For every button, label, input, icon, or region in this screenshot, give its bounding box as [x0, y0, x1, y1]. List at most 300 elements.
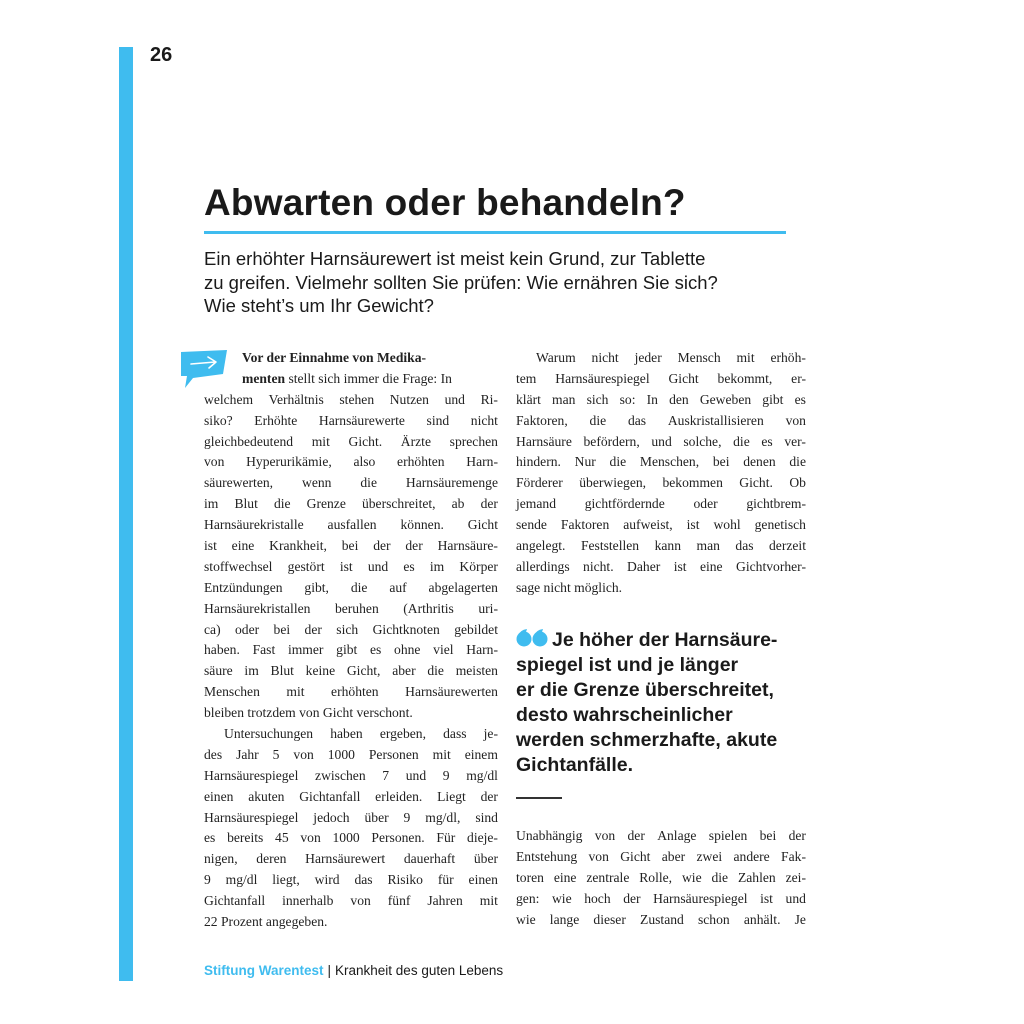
word: Harnsäurewert — [305, 851, 386, 867]
word: einen — [468, 872, 498, 888]
word: Nutzen — [389, 391, 429, 407]
quote-line: desto wahrscheinlicher — [516, 704, 733, 726]
word: viel — [433, 642, 454, 658]
word: Feststellen — [580, 538, 640, 554]
footer-separator: | — [327, 963, 332, 978]
word: wie — [551, 890, 572, 906]
word: gichtbrem- — [746, 496, 806, 512]
word: Je — [794, 911, 806, 927]
word: aufweist, — [623, 517, 673, 533]
pull-quote — [516, 628, 816, 778]
word: wie — [681, 869, 702, 885]
word: es — [794, 391, 806, 407]
article-lead — [204, 247, 804, 318]
word: und — [444, 391, 465, 407]
text-line — [204, 724, 498, 745]
text-line — [516, 847, 806, 868]
word: Harn- — [466, 642, 498, 658]
quote-line: werden schmerzhafte, akute — [516, 729, 778, 751]
word: Gicht, — [346, 663, 381, 679]
word: Blut — [270, 663, 294, 679]
word: sich — [336, 621, 359, 637]
word: 1000 — [327, 746, 355, 762]
word: gibt — [336, 642, 358, 658]
word: Risiko — [387, 872, 423, 888]
word: der — [304, 621, 322, 637]
word: aber — [392, 663, 416, 679]
text-line — [516, 473, 806, 494]
word: mit — [432, 746, 451, 762]
word: also — [353, 454, 376, 470]
word: die — [733, 433, 750, 449]
word: meisten — [455, 663, 498, 679]
word: Faktoren — [560, 517, 610, 533]
word: denen — [743, 454, 776, 470]
word: es — [403, 558, 415, 574]
word: 7 — [382, 767, 390, 783]
word: ist — [686, 517, 700, 533]
word: Ärzte — [400, 433, 431, 449]
word: gebildet — [454, 621, 498, 637]
word: die — [589, 412, 607, 428]
word: Untersuchungen — [224, 726, 314, 742]
word: derzeit — [769, 538, 806, 554]
word: so: — [619, 391, 636, 407]
text-line — [204, 828, 498, 849]
word: säure — [204, 663, 233, 679]
word: ergeben, — [379, 726, 426, 742]
word: des — [204, 746, 223, 762]
word: und — [785, 890, 806, 906]
word: ist — [204, 538, 217, 554]
text-line — [204, 620, 498, 641]
word: jemand — [516, 496, 557, 512]
word: mg/dl, — [425, 809, 461, 825]
text-line — [516, 910, 806, 931]
text-line — [516, 452, 806, 473]
word: mit — [479, 893, 498, 909]
word: Gicht. — [739, 475, 773, 491]
lead-line: zu greifen. Vielmehr sollten Sie prüfen: Wie ernähren Sie sich? — [204, 271, 718, 293]
text-line — [516, 369, 806, 390]
word: solche, — [683, 433, 722, 449]
text-line — [204, 536, 498, 557]
word: den — [669, 391, 689, 407]
text-line: bleiben trotzdem von Gicht verschont. — [204, 705, 413, 721]
footer-brand: Stiftung Warentest — [204, 963, 324, 978]
word: sich — [586, 391, 609, 407]
word: eine — [231, 538, 255, 554]
word: Harnsäurewerte — [318, 412, 405, 428]
word: von — [300, 830, 321, 846]
title-underline — [204, 231, 786, 234]
word: ca) — [204, 621, 221, 637]
word: je- — [483, 726, 498, 742]
word: erhöhten — [331, 684, 379, 700]
word: und — [651, 433, 672, 449]
text-fragment: stellt sich immer die Frage: In — [285, 370, 452, 386]
word: man — [696, 538, 720, 554]
word: Harnsäurewerten — [405, 684, 498, 700]
word: bekommen — [662, 475, 723, 491]
word: Nur — [574, 454, 596, 470]
quotation-mark-icon — [516, 629, 548, 647]
word: Gicht — [467, 517, 498, 533]
word: dass — [443, 726, 467, 742]
word: auf — [389, 579, 407, 595]
word: ist — [760, 890, 773, 906]
word: oder — [693, 496, 718, 512]
quote-line: spiegel ist und je länger — [516, 654, 739, 676]
text-line — [204, 787, 498, 808]
word: (Arthritis — [403, 600, 454, 616]
word: und — [367, 558, 389, 574]
quote-line — [516, 628, 816, 653]
word: Ri- — [480, 391, 498, 407]
word: Jahren — [427, 893, 463, 909]
text-line — [204, 578, 498, 599]
word: mg/dl — [466, 767, 498, 783]
word: der — [627, 828, 645, 843]
word: sind — [475, 809, 498, 825]
word: die — [360, 475, 377, 491]
word: hindern. — [516, 454, 561, 470]
quote-divider — [516, 797, 562, 799]
word: Menschen — [204, 684, 260, 700]
word: Für — [436, 830, 456, 846]
word: Harnsäure — [516, 433, 572, 449]
text-line — [516, 390, 806, 411]
word: eine — [699, 558, 723, 574]
word: Personen — [368, 746, 419, 762]
text-line — [204, 745, 498, 766]
word: gen: — [516, 890, 540, 906]
word: von — [293, 746, 314, 762]
word: zentrale — [586, 869, 630, 885]
word: haben. — [204, 642, 240, 658]
word: welchem — [204, 391, 254, 407]
word: mg/dl — [225, 872, 258, 888]
lead-line: Ein erhöhter Harnsäurewert ist meist kein Grund, zur Tablette — [204, 248, 706, 269]
word: Förderer — [516, 475, 563, 491]
word: Harnsäurespiegel — [204, 767, 299, 783]
word: allerdings — [516, 558, 570, 574]
word: einen — [204, 788, 234, 804]
word: zwei — [696, 848, 723, 864]
word: Harnsäurespiegel — [555, 370, 650, 386]
word: beruhen — [334, 600, 379, 616]
text-line — [204, 452, 498, 473]
text-line: sage nicht möglich. — [516, 579, 623, 595]
word: Harnsäurekristallen — [204, 600, 311, 616]
side-accent-bar — [119, 47, 133, 981]
text-line — [204, 661, 498, 682]
word: von — [588, 848, 609, 864]
word: Personen. — [371, 830, 425, 846]
text-line — [204, 369, 498, 390]
word: ist — [339, 558, 353, 574]
right-column-continued — [516, 826, 806, 930]
word: innerhalb — [282, 893, 334, 909]
text-line — [204, 682, 498, 703]
word: Fast — [252, 642, 276, 658]
text-line — [516, 432, 806, 453]
word: Hyperurikämie, — [246, 454, 332, 470]
word: nicht — [470, 412, 498, 428]
word: bei — [341, 538, 359, 554]
word: eine — [553, 869, 577, 885]
word: haben — [330, 726, 363, 742]
text-line — [516, 557, 806, 578]
word: keine — [305, 663, 336, 679]
word: erhöhten — [397, 454, 445, 470]
word: Blut — [234, 496, 258, 512]
word: ausfallen — [327, 517, 377, 533]
word: Grenze — [306, 496, 346, 512]
word: Erhöhte — [254, 412, 298, 428]
word: Auskristallisieren — [667, 412, 764, 428]
word: deren — [256, 851, 287, 867]
word: oder — [235, 621, 260, 637]
word: 9 — [442, 767, 450, 783]
text-line — [204, 515, 498, 536]
text-line — [204, 411, 498, 432]
text-line — [204, 557, 498, 578]
word: dauerhaft — [403, 851, 456, 867]
page-footer — [204, 963, 503, 978]
word: es — [370, 642, 382, 658]
word: 9 — [204, 872, 211, 888]
word: man — [552, 391, 576, 407]
text-line — [516, 515, 806, 536]
word: von — [785, 412, 806, 428]
word: sende — [516, 517, 547, 533]
text-line — [204, 870, 498, 891]
word: das — [354, 872, 373, 888]
word: lange — [549, 911, 580, 927]
word: nicht — [591, 350, 619, 365]
word: im — [244, 663, 259, 679]
word: siko? — [204, 412, 233, 428]
word: über — [364, 809, 389, 825]
word: und — [405, 767, 427, 783]
bold-intro: menten — [242, 370, 286, 386]
word: Verhältnis — [268, 391, 324, 407]
word: der — [480, 788, 498, 804]
word: der — [788, 828, 806, 843]
word: sind — [426, 412, 450, 428]
word: gibt, — [304, 579, 329, 595]
quote-text: Je höher der Harnsäure- — [552, 629, 778, 651]
word: Daher — [627, 558, 661, 574]
word: das — [627, 412, 647, 428]
word: mit — [286, 684, 305, 700]
word: von — [350, 893, 371, 909]
word: gestört — [287, 558, 325, 574]
text-line — [516, 826, 806, 847]
text-line: 22 Prozent angegeben. — [204, 914, 328, 930]
word: nigen, — [204, 851, 238, 867]
word: In — [646, 391, 658, 407]
text-line — [516, 536, 806, 557]
word: stehen — [339, 391, 375, 407]
word: wird — [314, 872, 340, 888]
word: jedoch — [313, 809, 350, 825]
word: sprechen — [449, 433, 498, 449]
word: Krankheit, — [269, 538, 327, 554]
word: 5 — [272, 746, 280, 762]
word: über — [473, 851, 498, 867]
word: dieje- — [467, 830, 498, 846]
word: für — [437, 872, 454, 888]
word: klärt — [516, 391, 541, 407]
word: der — [373, 538, 391, 554]
word: kann — [654, 538, 682, 554]
text-line — [516, 889, 806, 910]
word: überschreitet, — [361, 496, 436, 512]
word: Jahr — [236, 746, 259, 762]
word: Entzündungen — [204, 579, 283, 595]
word: zwischen — [315, 767, 366, 783]
word: Gichtanfall — [204, 893, 266, 909]
word: 45 — [275, 830, 289, 846]
word: erhöh- — [770, 350, 806, 365]
word: Anlage — [657, 828, 697, 843]
word: Harnsäurespiegel — [653, 890, 748, 906]
text-line — [204, 640, 498, 661]
text-line — [516, 494, 806, 515]
word: die — [609, 454, 627, 470]
word: er- — [791, 370, 806, 386]
word: Gichtanfall — [299, 788, 361, 804]
word: wohl — [713, 517, 741, 533]
word: aber — [661, 848, 686, 864]
word: bei — [273, 621, 291, 637]
word: gibt — [762, 391, 784, 407]
text-line — [204, 473, 498, 494]
word: bekommt, — [717, 370, 773, 386]
word: im — [429, 558, 445, 574]
word: wie — [516, 911, 536, 927]
word: anhält. — [743, 911, 781, 927]
word: gichtfördernde — [584, 496, 665, 512]
left-column — [204, 348, 498, 933]
word: bei — [759, 828, 777, 843]
word: toren — [516, 869, 544, 885]
word: es — [204, 830, 216, 846]
lead-line: Wie steht’s um Ihr Gewicht? — [204, 295, 434, 316]
word: der — [480, 496, 498, 512]
text-line — [516, 348, 806, 369]
text-line — [204, 849, 498, 870]
word: akuten — [248, 788, 285, 804]
word: Entstehung — [516, 848, 578, 864]
word: Rolle, — [639, 869, 673, 885]
word: können. — [400, 517, 444, 533]
text-line — [204, 432, 498, 453]
word: 9 — [403, 809, 411, 825]
word: Harnsäurespiegel — [204, 809, 299, 825]
word: mit — [311, 433, 330, 449]
word: der — [405, 538, 423, 554]
word: dieser — [593, 911, 626, 927]
word: schon — [697, 911, 730, 927]
word: Harn- — [466, 454, 498, 470]
text-line — [204, 808, 498, 829]
text-line — [204, 348, 498, 369]
word: gleichbedeutend — [204, 433, 294, 449]
word: wenn — [302, 475, 332, 491]
word: ohne — [394, 642, 421, 658]
footer-book-title: Krankheit des guten Lebens — [335, 963, 504, 978]
word: Faktoren, — [516, 412, 568, 428]
page-number: 26 — [150, 44, 173, 66]
word: bei — [712, 454, 730, 470]
word: Geweben — [699, 391, 752, 407]
word: abgelagerten — [428, 579, 498, 595]
text-line — [204, 390, 498, 411]
word: Menschen, — [639, 454, 700, 470]
word: liegt, — [272, 872, 300, 888]
word: von — [204, 454, 225, 470]
word: die — [427, 663, 444, 679]
word: einem — [464, 746, 498, 762]
word: jeder — [634, 350, 662, 365]
word: genetisch — [754, 517, 806, 533]
word: ver- — [784, 433, 806, 449]
word: hoch — [584, 890, 611, 906]
word: fünf — [387, 893, 411, 909]
right-column — [516, 348, 806, 599]
word: uri- — [478, 600, 498, 616]
word: immer — [287, 642, 324, 658]
word: säurewerten, — [204, 475, 274, 491]
word: nicht. — [583, 558, 614, 574]
word: die — [273, 496, 291, 512]
word: Mensch — [677, 350, 721, 365]
word: mit — [736, 350, 755, 365]
word: Ob — [789, 475, 806, 491]
word: zei- — [785, 869, 806, 885]
text-line — [204, 494, 498, 515]
word: Gichtvorher- — [736, 558, 806, 574]
word: der — [623, 890, 641, 906]
word: die — [711, 869, 729, 885]
word: Gicht. — [348, 433, 383, 449]
word: bereits — [227, 830, 264, 846]
word: Liegt — [437, 788, 466, 804]
word: Harnsäurekristalle — [204, 517, 304, 533]
word: im — [204, 496, 219, 512]
word: befördern, — [583, 433, 640, 449]
word: ist — [673, 558, 687, 574]
word: ab — [451, 496, 465, 512]
word: angelegt. — [516, 538, 566, 554]
word: Gichtknoten — [372, 621, 440, 637]
word: Harnsäuremenge — [405, 475, 498, 491]
text-line — [516, 868, 806, 889]
word: Körper — [459, 558, 498, 574]
word: spielen — [708, 828, 748, 843]
word: erleiden. — [375, 788, 423, 804]
word: die — [350, 579, 368, 595]
word: Unabhängig — [516, 828, 583, 843]
text-line — [204, 599, 498, 620]
quote-line: er die Grenze überschreitet, — [516, 679, 774, 701]
word: Gicht — [620, 848, 651, 864]
article-title: Abwarten oder behandeln? — [204, 182, 686, 223]
word: es — [761, 433, 773, 449]
